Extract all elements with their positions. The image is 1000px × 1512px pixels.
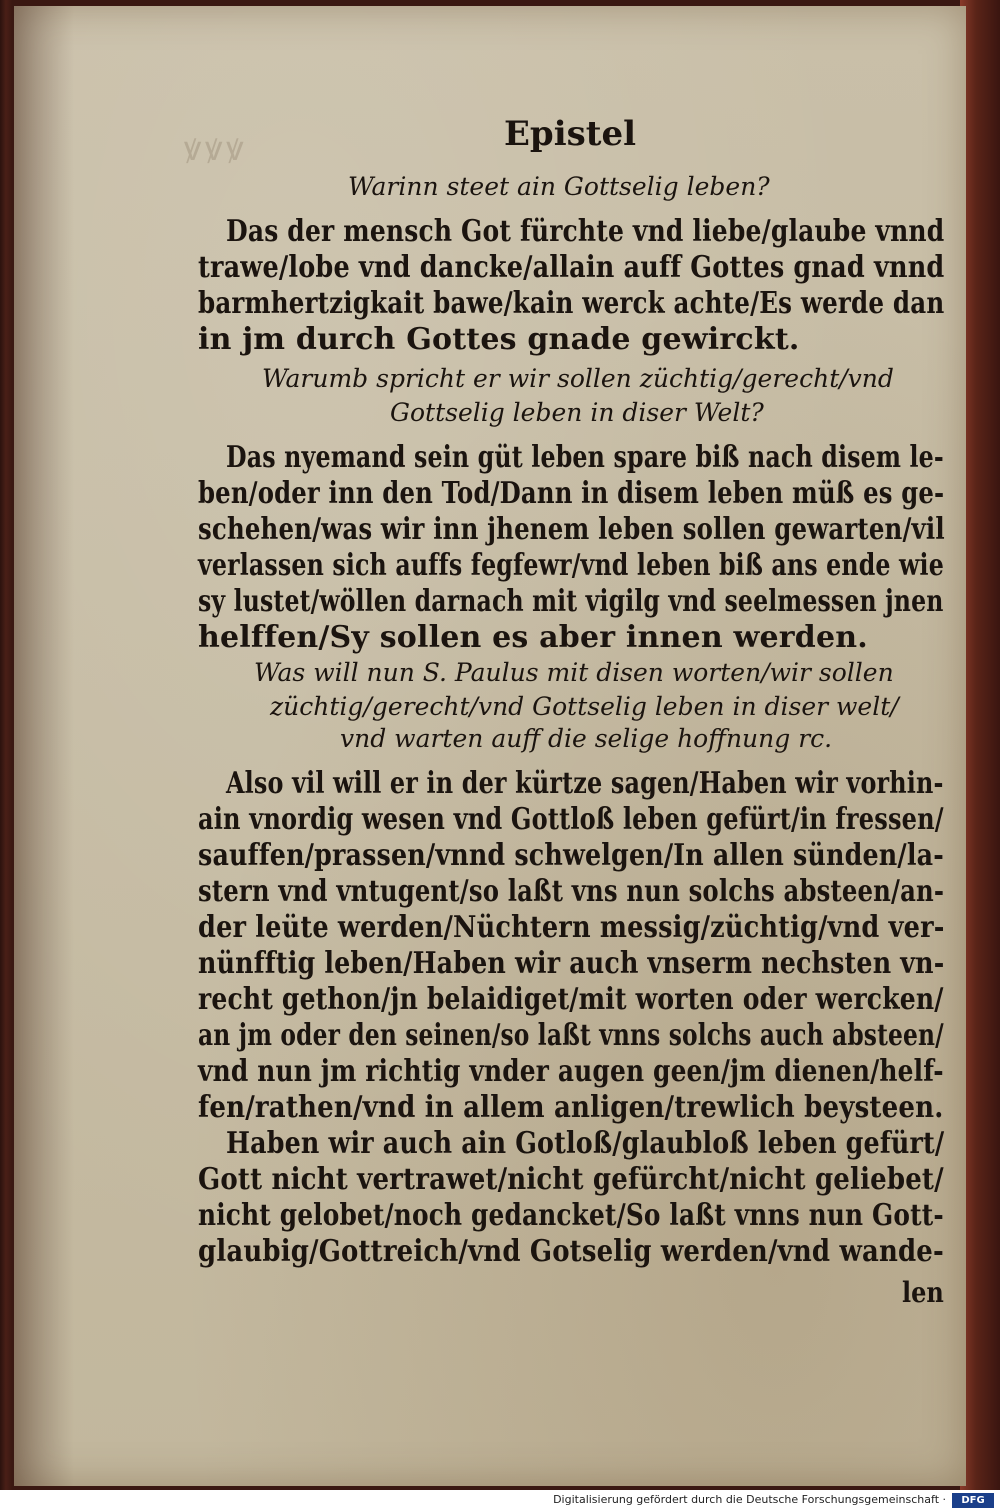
answer-3-line-1: Also vil will er in der kürtze sagen/Haben wir vorhin-: [226, 766, 944, 801]
binding-edge: [960, 0, 1000, 1490]
answer-1-line-2: trawe/lobe vnd dancke/allain auff Gottes gnad vnnd: [198, 250, 945, 285]
answer-3-line-3: sauffen/prassen/vnnd schwelgen/In allen sünden/la-: [198, 838, 944, 873]
question-1: Warinn steet ain Gottselig leben?: [348, 172, 770, 201]
answer-3-line-11: Haben wir auch ain Gotloß/glaubloß leben gefürt/: [226, 1126, 945, 1161]
question-2-line-1: Warumb spricht er wir sollen züchtig/gerecht/vnd: [262, 364, 894, 393]
page-heading: Epistel: [504, 114, 636, 154]
answer-3-line-4: stern vnd vntugent/so laßt vns nun solchs absteen/an-: [198, 874, 945, 909]
answer-3-line-6: nünfftig leben/Haben wir auch vnserm nechsten vn-: [198, 946, 945, 981]
answer-1-line-4: in jm durch Gottes gnade gewirckt.: [198, 322, 800, 357]
answer-2-line-6: helffen/Sy sollen es aber innen werden.: [198, 620, 868, 655]
answer-2-line-2: ben/oder inn den Tod/Dann in disem leben müß es ge-: [198, 476, 945, 511]
answer-3-line-5: der leüte werden/Nüchtern messig/züchtig/vnd ver-: [198, 910, 945, 945]
answer-3-line-10: fen/rathen/vnd in allem anligen/trewlich beysteen.: [198, 1090, 944, 1125]
answer-3-line-8: an jm oder den seinen/so laßt vnns solchs auch absteen/: [198, 1018, 944, 1053]
answer-1-line-1: Das der mensch Got fürchte vnd liebe/glaube vnnd: [226, 214, 945, 249]
question-3-line-2: züchtig/gerecht/vnd Gottselig leben in diser welt/: [270, 692, 899, 721]
answer-3-line-14: glaubig/Gottreich/vnd Gotselig werden/vnd wande-: [198, 1234, 944, 1269]
answer-3-line-12: Gott nicht vertrawet/nicht gefürcht/nicht geliebet/: [198, 1162, 944, 1197]
footer-bar: [0, 1490, 1000, 1512]
catchword: len: [902, 1276, 944, 1309]
answer-3-line-2: ain vnordig wesen vnd Gottloß leben gefürt/in fressen/: [198, 802, 944, 837]
document-page: [14, 6, 966, 1486]
answer-3-line-9: vnd nun jm richtig vnder augen geen/jm dienen/helf-: [198, 1054, 944, 1089]
dfg-logo: DFG: [952, 1493, 994, 1508]
bleed-through-mark: ꝟꝟꝟ: [184, 129, 248, 169]
answer-2-line-1: Das nyemand sein güt leben spare biß nach disem le-: [226, 440, 944, 475]
answer-2-line-4: verlassen sich auffs fegfewr/vnd leben biß ans ende wie: [198, 548, 944, 583]
funding-notice: Digitalisierung gefördert durch die Deutsche Forschungsgemeinschaft ·: [553, 1493, 946, 1506]
question-3-line-1: Was will nun S. Paulus mit disen worten/wir sollen: [254, 658, 894, 687]
answer-3-line-13: nicht gelobet/noch gedancket/So laßt vnns nun Gott-: [198, 1198, 944, 1233]
answer-2-line-3: schehen/was wir inn jhenem leben sollen gewarten/vil: [198, 512, 945, 547]
question-2-line-2: Gottselig leben in diser Welt?: [390, 398, 764, 427]
question-3-line-3: vnd warten auff die selige hoffnung rc.: [340, 724, 833, 753]
answer-3-line-7: recht gethon/jn belaidiget/mit worten oder wercken/: [198, 982, 944, 1017]
page-gutter-shadow: [14, 6, 74, 1486]
answer-2-line-5: sy lustet/wöllen darnach mit vigilg vnd seelmessen jnen: [198, 584, 944, 619]
answer-1-line-3: barmhertzigkait bawe/kain werck achte/Es werde dan: [198, 286, 945, 321]
